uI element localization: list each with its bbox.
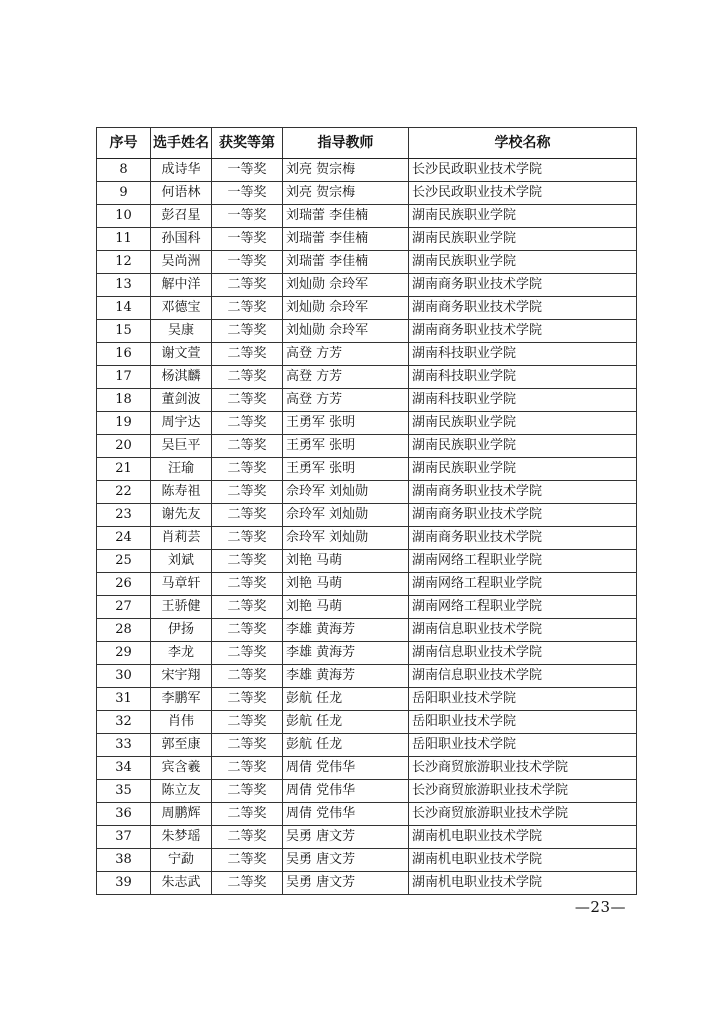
cell-instructor: 高登 方芳 [283, 366, 409, 389]
cell-instructor: 刘艳 马萌 [283, 550, 409, 573]
cell-contestant-name: 肖伟 [151, 711, 212, 734]
cell-serial-number: 14 [97, 297, 151, 320]
cell-instructor: 周倩 党伟华 [283, 757, 409, 780]
cell-school-name: 岳阳职业技术学院 [409, 711, 637, 734]
cell-serial-number: 32 [97, 711, 151, 734]
award-table [96, 127, 637, 895]
cell-award-level: 二等奖 [212, 550, 283, 573]
table-row [97, 435, 637, 458]
table-row [97, 458, 637, 481]
header-contestant-name: 选手姓名 [151, 128, 212, 159]
table-row [97, 665, 637, 688]
cell-instructor: 刘灿勋 佘玲军 [283, 297, 409, 320]
cell-serial-number: 27 [97, 596, 151, 619]
cell-contestant-name: 成诗华 [151, 159, 212, 182]
cell-contestant-name: 刘斌 [151, 550, 212, 573]
cell-serial-number: 28 [97, 619, 151, 642]
cell-award-level: 二等奖 [212, 343, 283, 366]
cell-instructor: 高登 方芳 [283, 389, 409, 412]
cell-award-level: 二等奖 [212, 711, 283, 734]
cell-award-level: 二等奖 [212, 849, 283, 872]
cell-award-level: 二等奖 [212, 527, 283, 550]
cell-award-level: 一等奖 [212, 159, 283, 182]
cell-contestant-name: 李龙 [151, 642, 212, 665]
cell-serial-number: 30 [97, 665, 151, 688]
cell-contestant-name: 解中洋 [151, 274, 212, 297]
cell-serial-number: 15 [97, 320, 151, 343]
cell-contestant-name: 宋宇翔 [151, 665, 212, 688]
cell-school-name: 湖南民族职业学院 [409, 412, 637, 435]
cell-school-name: 长沙民政职业技术学院 [409, 159, 637, 182]
cell-serial-number: 39 [97, 872, 151, 895]
cell-instructor: 吴勇 唐文芳 [283, 849, 409, 872]
page-number: —23— [574, 898, 626, 916]
cell-contestant-name: 朱志武 [151, 872, 212, 895]
cell-instructor: 王勇军 张明 [283, 412, 409, 435]
table-row [97, 527, 637, 550]
cell-instructor: 佘玲军 刘灿勋 [283, 527, 409, 550]
table-body [97, 159, 637, 895]
cell-instructor: 刘瑞蕾 李佳楠 [283, 205, 409, 228]
cell-instructor: 刘艳 马萌 [283, 573, 409, 596]
table-row [97, 205, 637, 228]
cell-school-name: 岳阳职业技术学院 [409, 688, 637, 711]
table-row [97, 711, 637, 734]
cell-instructor: 王勇军 张明 [283, 435, 409, 458]
cell-contestant-name: 朱梦瑶 [151, 826, 212, 849]
cell-contestant-name: 周鹏辉 [151, 803, 212, 826]
table-row [97, 780, 637, 803]
table-row [97, 412, 637, 435]
table-row [97, 297, 637, 320]
cell-contestant-name: 杨淇麟 [151, 366, 212, 389]
cell-school-name: 湖南商务职业技术学院 [409, 274, 637, 297]
cell-school-name: 湖南民族职业学院 [409, 458, 637, 481]
cell-contestant-name: 陈立友 [151, 780, 212, 803]
cell-contestant-name: 宁勐 [151, 849, 212, 872]
cell-serial-number: 24 [97, 527, 151, 550]
table-row [97, 504, 637, 527]
cell-contestant-name: 伊扬 [151, 619, 212, 642]
cell-serial-number: 10 [97, 205, 151, 228]
cell-serial-number: 33 [97, 734, 151, 757]
cell-contestant-name: 李鹏军 [151, 688, 212, 711]
cell-instructor: 刘瑞蕾 李佳楠 [283, 251, 409, 274]
header-serial-number: 序号 [97, 128, 151, 159]
cell-instructor: 彭航 任龙 [283, 734, 409, 757]
cell-school-name: 长沙民政职业技术学院 [409, 182, 637, 205]
cell-award-level: 二等奖 [212, 320, 283, 343]
cell-school-name: 湖南科技职业学院 [409, 389, 637, 412]
table-row [97, 366, 637, 389]
header-instructor: 指导教师 [283, 128, 409, 159]
cell-award-level: 二等奖 [212, 803, 283, 826]
cell-contestant-name: 汪瑜 [151, 458, 212, 481]
cell-instructor: 李雄 黄海芳 [283, 665, 409, 688]
table-row [97, 803, 637, 826]
cell-award-level: 二等奖 [212, 688, 283, 711]
cell-serial-number: 21 [97, 458, 151, 481]
cell-instructor: 刘瑞蕾 李佳楠 [283, 228, 409, 251]
table-row [97, 619, 637, 642]
cell-school-name: 湖南机电职业技术学院 [409, 849, 637, 872]
cell-serial-number: 20 [97, 435, 151, 458]
cell-contestant-name: 吴巨平 [151, 435, 212, 458]
table-row [97, 159, 637, 182]
table-row [97, 251, 637, 274]
table-row [97, 343, 637, 366]
cell-contestant-name: 孙国科 [151, 228, 212, 251]
table-row [97, 228, 637, 251]
cell-serial-number: 18 [97, 389, 151, 412]
table-row [97, 642, 637, 665]
cell-serial-number: 16 [97, 343, 151, 366]
cell-instructor: 佘玲军 刘灿勋 [283, 481, 409, 504]
table-row [97, 274, 637, 297]
table-row [97, 481, 637, 504]
cell-contestant-name: 宾含羲 [151, 757, 212, 780]
cell-school-name: 湖南商务职业技术学院 [409, 481, 637, 504]
cell-school-name: 湖南信息职业技术学院 [409, 665, 637, 688]
cell-school-name: 湖南商务职业技术学院 [409, 527, 637, 550]
cell-school-name: 长沙商贸旅游职业技术学院 [409, 757, 637, 780]
header-row [97, 128, 637, 159]
cell-instructor: 刘灿勋 佘玲军 [283, 320, 409, 343]
cell-award-level: 二等奖 [212, 734, 283, 757]
table-row [97, 320, 637, 343]
cell-instructor: 彭航 任龙 [283, 711, 409, 734]
cell-award-level: 二等奖 [212, 297, 283, 320]
cell-contestant-name: 陈寿祖 [151, 481, 212, 504]
table-row [97, 182, 637, 205]
cell-instructor: 刘亮 贺宗梅 [283, 182, 409, 205]
cell-award-level: 二等奖 [212, 780, 283, 803]
cell-serial-number: 34 [97, 757, 151, 780]
cell-serial-number: 23 [97, 504, 151, 527]
table-row [97, 757, 637, 780]
cell-serial-number: 38 [97, 849, 151, 872]
cell-award-level: 二等奖 [212, 435, 283, 458]
cell-contestant-name: 肖莉芸 [151, 527, 212, 550]
cell-school-name: 岳阳职业技术学院 [409, 734, 637, 757]
cell-serial-number: 37 [97, 826, 151, 849]
cell-instructor: 王勇军 张明 [283, 458, 409, 481]
cell-serial-number: 17 [97, 366, 151, 389]
cell-school-name: 湖南网络工程职业学院 [409, 573, 637, 596]
cell-award-level: 二等奖 [212, 274, 283, 297]
cell-instructor: 刘亮 贺宗梅 [283, 159, 409, 182]
cell-contestant-name: 董剑波 [151, 389, 212, 412]
cell-school-name: 湖南科技职业学院 [409, 366, 637, 389]
table-row [97, 573, 637, 596]
cell-school-name: 长沙商贸旅游职业技术学院 [409, 780, 637, 803]
table-header [97, 128, 637, 159]
cell-award-level: 二等奖 [212, 872, 283, 895]
cell-award-level: 二等奖 [212, 412, 283, 435]
cell-serial-number: 12 [97, 251, 151, 274]
cell-instructor: 吴勇 唐文芳 [283, 826, 409, 849]
cell-school-name: 湖南信息职业技术学院 [409, 619, 637, 642]
cell-award-level: 一等奖 [212, 251, 283, 274]
cell-school-name: 湖南信息职业技术学院 [409, 642, 637, 665]
table-row [97, 849, 637, 872]
cell-instructor: 高登 方芳 [283, 343, 409, 366]
cell-award-level: 二等奖 [212, 596, 283, 619]
cell-contestant-name: 彭召星 [151, 205, 212, 228]
cell-school-name: 湖南科技职业学院 [409, 343, 637, 366]
cell-contestant-name: 邓德宝 [151, 297, 212, 320]
cell-serial-number: 25 [97, 550, 151, 573]
cell-award-level: 二等奖 [212, 504, 283, 527]
cell-serial-number: 8 [97, 159, 151, 182]
cell-contestant-name: 谢先友 [151, 504, 212, 527]
cell-award-level: 一等奖 [212, 228, 283, 251]
cell-contestant-name: 周宇达 [151, 412, 212, 435]
cell-serial-number: 31 [97, 688, 151, 711]
cell-award-level: 二等奖 [212, 642, 283, 665]
cell-award-level: 一等奖 [212, 205, 283, 228]
cell-school-name: 湖南商务职业技术学院 [409, 320, 637, 343]
cell-award-level: 二等奖 [212, 573, 283, 596]
cell-instructor: 佘玲军 刘灿勋 [283, 504, 409, 527]
cell-school-name: 长沙商贸旅游职业技术学院 [409, 803, 637, 826]
cell-school-name: 湖南机电职业技术学院 [409, 826, 637, 849]
cell-contestant-name: 吴尚洲 [151, 251, 212, 274]
cell-school-name: 湖南民族职业学院 [409, 435, 637, 458]
cell-school-name: 湖南机电职业技术学院 [409, 872, 637, 895]
header-school-name: 学校名称 [409, 128, 637, 159]
cell-contestant-name: 谢文萱 [151, 343, 212, 366]
cell-instructor: 周倩 党伟华 [283, 780, 409, 803]
cell-instructor: 刘灿勋 佘玲军 [283, 274, 409, 297]
cell-serial-number: 36 [97, 803, 151, 826]
cell-contestant-name: 郭至康 [151, 734, 212, 757]
cell-contestant-name: 何语林 [151, 182, 212, 205]
cell-instructor: 吴勇 唐文芳 [283, 872, 409, 895]
cell-serial-number: 22 [97, 481, 151, 504]
table-row [97, 734, 637, 757]
cell-instructor: 李雄 黄海芳 [283, 619, 409, 642]
cell-award-level: 一等奖 [212, 182, 283, 205]
cell-school-name: 湖南商务职业技术学院 [409, 297, 637, 320]
cell-award-level: 二等奖 [212, 481, 283, 504]
cell-award-level: 二等奖 [212, 665, 283, 688]
header-award-level: 获奖等第 [212, 128, 283, 159]
cell-instructor: 刘艳 马萌 [283, 596, 409, 619]
cell-school-name: 湖南民族职业学院 [409, 205, 637, 228]
table-row [97, 596, 637, 619]
cell-contestant-name: 吴康 [151, 320, 212, 343]
cell-instructor: 周倩 党伟华 [283, 803, 409, 826]
cell-serial-number: 29 [97, 642, 151, 665]
cell-school-name: 湖南民族职业学院 [409, 251, 637, 274]
cell-award-level: 二等奖 [212, 619, 283, 642]
cell-serial-number: 9 [97, 182, 151, 205]
table-row [97, 389, 637, 412]
cell-award-level: 二等奖 [212, 366, 283, 389]
cell-instructor: 彭航 任龙 [283, 688, 409, 711]
cell-school-name: 湖南网络工程职业学院 [409, 550, 637, 573]
cell-award-level: 二等奖 [212, 826, 283, 849]
cell-serial-number: 13 [97, 274, 151, 297]
table-row [97, 826, 637, 849]
cell-award-level: 二等奖 [212, 458, 283, 481]
cell-school-name: 湖南网络工程职业学院 [409, 596, 637, 619]
cell-school-name: 湖南商务职业技术学院 [409, 504, 637, 527]
cell-school-name: 湖南民族职业学院 [409, 228, 637, 251]
cell-serial-number: 19 [97, 412, 151, 435]
table-row [97, 688, 637, 711]
cell-contestant-name: 马章轩 [151, 573, 212, 596]
cell-contestant-name: 王骄健 [151, 596, 212, 619]
table-row [97, 872, 637, 895]
cell-serial-number: 11 [97, 228, 151, 251]
cell-award-level: 二等奖 [212, 389, 283, 412]
cell-award-level: 二等奖 [212, 757, 283, 780]
table-row [97, 550, 637, 573]
cell-instructor: 李雄 黄海芳 [283, 642, 409, 665]
cell-serial-number: 35 [97, 780, 151, 803]
cell-serial-number: 26 [97, 573, 151, 596]
